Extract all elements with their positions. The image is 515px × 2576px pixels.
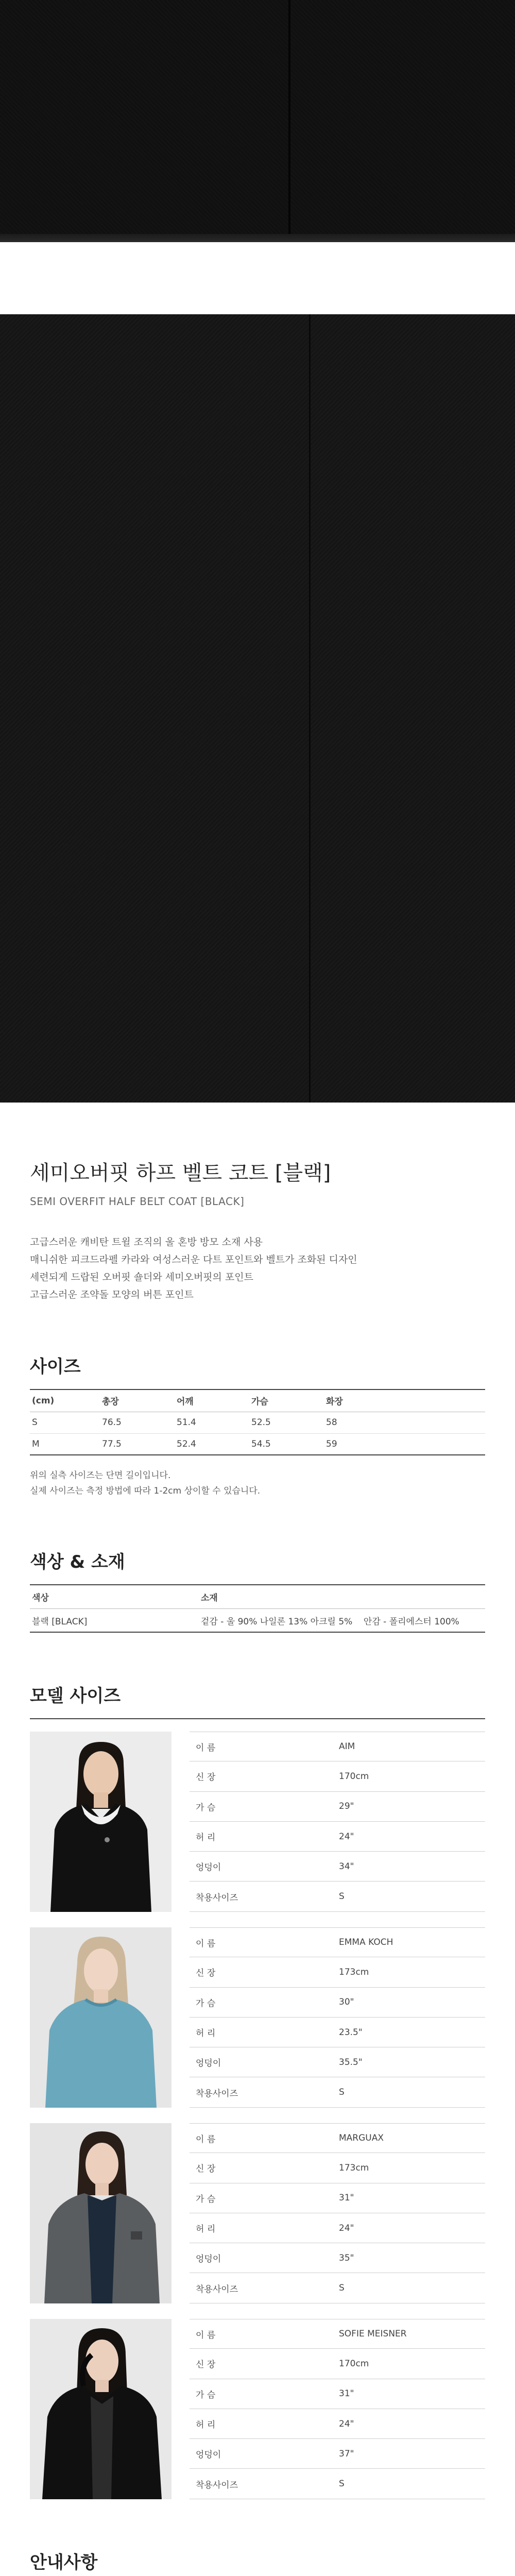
table-cell: S xyxy=(32,1417,38,1428)
info-row xyxy=(190,2077,485,2107)
info-label: 가 슴 xyxy=(196,2389,216,2400)
info-label: 이 름 xyxy=(196,1938,216,1949)
material-section xyxy=(0,1548,515,1633)
info-row xyxy=(190,1957,485,1987)
info-row xyxy=(190,1927,485,1957)
info-value: 173cm xyxy=(339,1967,369,1977)
model-photo xyxy=(30,1732,171,1912)
info-value: 35" xyxy=(339,2252,354,2263)
model-info xyxy=(190,2123,485,2303)
info-value: 24" xyxy=(339,2418,354,2429)
model-card xyxy=(30,1732,485,1912)
product-title: 세미오버핏 하프 벨트 코트 [블랙] xyxy=(30,1161,331,1185)
info-value: SOFIE MEISNER xyxy=(339,2329,407,2340)
fabric-closeup-photo xyxy=(0,314,515,1103)
info-label: 엉덩이 xyxy=(196,2058,221,2069)
info-row xyxy=(190,2379,485,2409)
table-header-cell: 어깨 xyxy=(177,1397,194,1408)
material-row xyxy=(30,1609,485,1633)
color-value: 블랙 [BLACK] xyxy=(32,1616,88,1627)
model-illustration xyxy=(30,2123,171,2303)
fabric-detail-photo-top xyxy=(0,0,515,242)
photo-gap xyxy=(0,242,515,314)
info-row xyxy=(190,2183,485,2213)
info-value: 35.5" xyxy=(339,2057,363,2067)
table-cell: 52.5 xyxy=(251,1417,271,1428)
info-label: 가 슴 xyxy=(196,1802,216,1813)
info-label: 허 리 xyxy=(196,2224,216,2235)
model-photo xyxy=(30,2319,171,2499)
info-row xyxy=(190,1882,485,1911)
info-value: S xyxy=(339,2479,345,2489)
info-label: 허 리 xyxy=(196,1833,216,1843)
size-table xyxy=(30,1390,485,1455)
table-cell: M xyxy=(32,1438,40,1449)
info-value: S xyxy=(339,2283,345,2294)
model-card xyxy=(30,1927,485,2108)
info-label: 신 장 xyxy=(196,1968,216,1979)
fabric-hem xyxy=(0,234,515,242)
size-notes xyxy=(30,1468,485,1499)
info-row xyxy=(190,2273,485,2303)
description-line: 매니쉬한 피크드라펠 카라와 여성스러운 다트 포인트와 벨트가 조화된 디자인 xyxy=(30,1254,357,1265)
info-label: 착용사이즈 xyxy=(196,2088,238,2099)
info-row xyxy=(190,2243,485,2273)
model-info xyxy=(190,1927,485,2108)
info-row xyxy=(190,2439,485,2469)
info-row xyxy=(190,2153,485,2183)
info-row xyxy=(190,1732,485,1761)
model-photo xyxy=(30,2123,171,2303)
product-subtitle: SEMI OVERFIT HALF BELT COAT [BLACK] xyxy=(30,1195,245,1208)
info-label: 이 름 xyxy=(196,2134,216,2145)
description-line: 고급스러운 조약돌 모양의 버튼 포인트 xyxy=(30,1289,194,1300)
material-header-row xyxy=(30,1585,485,1609)
model-illustration xyxy=(30,1927,171,2108)
info-value: 31" xyxy=(339,2193,354,2204)
info-row xyxy=(190,2349,485,2379)
info-row xyxy=(190,2123,485,2153)
material-title: 색상 & 소재 xyxy=(30,1552,125,1572)
table-header-cell: 화장 xyxy=(326,1397,343,1408)
info-row xyxy=(190,2047,485,2077)
info-value: 170cm xyxy=(339,2358,369,2369)
info-value: 24" xyxy=(339,1831,354,1842)
info-value: 24" xyxy=(339,2223,354,2233)
model-size-section xyxy=(0,1682,515,2499)
info-label: 가 슴 xyxy=(196,1998,216,2009)
info-value: 31" xyxy=(339,2388,354,2399)
table-cell: 59 xyxy=(326,1438,337,1449)
info-row xyxy=(190,2018,485,2047)
table-row xyxy=(30,1412,485,1433)
guide-title: 안내사항 xyxy=(30,2552,98,2573)
model-info xyxy=(190,1732,485,1912)
product-info xyxy=(0,1157,515,1303)
table-cell: 51.4 xyxy=(177,1417,196,1428)
info-value: S xyxy=(339,2087,345,2098)
info-value: 30" xyxy=(339,1997,354,2008)
fabric-seam xyxy=(288,0,290,237)
table-cell: 52.4 xyxy=(177,1438,196,1449)
material-value: 겉감 - 울 90% 나일론 13% 아크릴 5% 안감 - 폴리에스터 100% xyxy=(201,1616,459,1627)
product-description xyxy=(30,1233,485,1303)
info-label: 엉덩이 xyxy=(196,2450,221,2461)
fabric-seam xyxy=(309,314,311,1103)
model-info xyxy=(190,2319,485,2499)
info-row xyxy=(190,2319,485,2349)
info-label: 허 리 xyxy=(196,2028,216,2039)
info-label: 허 리 xyxy=(196,2420,216,2431)
info-value: 173cm xyxy=(339,2162,369,2173)
info-value: 23.5" xyxy=(339,2027,363,2038)
table-cell: 76.5 xyxy=(102,1417,122,1428)
model-illustration xyxy=(30,2319,171,2499)
model-photo xyxy=(30,1927,171,2108)
info-row xyxy=(190,2469,485,2499)
table-row xyxy=(30,1433,485,1455)
info-label: 가 슴 xyxy=(196,2194,216,2205)
info-value: 170cm xyxy=(339,1771,369,1782)
info-value: 34" xyxy=(339,1861,354,1872)
table-cell: 54.5 xyxy=(251,1438,271,1449)
info-value: S xyxy=(339,1891,345,1902)
info-value: 37" xyxy=(339,2448,354,2459)
divider xyxy=(30,1718,485,1719)
model-card xyxy=(30,2123,485,2303)
description-line: 세련되게 드랍된 오버핏 숄더와 세미오버핏의 포인트 xyxy=(30,1272,253,1283)
note-line: 실제 사이즈는 측정 방법에 따라 1-2cm 상이할 수 있습니다. xyxy=(30,1486,261,1496)
info-value: MARGUAX xyxy=(339,2133,384,2144)
info-label: 착용사이즈 xyxy=(196,1892,238,1903)
table-header-row xyxy=(30,1390,485,1412)
info-value: 29" xyxy=(339,1801,354,1812)
info-label: 신 장 xyxy=(196,2360,216,2370)
table-cell: 58 xyxy=(326,1417,337,1428)
info-label: 이 름 xyxy=(196,1742,216,1753)
info-row xyxy=(190,2213,485,2243)
table-header-cell: 총장 xyxy=(102,1397,119,1408)
size-title: 사이즈 xyxy=(30,1357,81,1377)
info-value: EMMA KOCH xyxy=(339,1937,393,1948)
info-label: 착용사이즈 xyxy=(196,2284,238,2295)
info-label: 엉덩이 xyxy=(196,1862,221,1873)
info-label: 엉덩이 xyxy=(196,2254,221,2265)
info-label: 이 름 xyxy=(196,2330,216,2341)
info-row xyxy=(190,1988,485,2018)
note-line: 위의 실측 사이즈는 단면 길이입니다. xyxy=(30,1470,171,1481)
model-size-title: 모델 사이즈 xyxy=(30,1686,121,1706)
color-header: 색상 xyxy=(32,1593,49,1603)
model-list xyxy=(30,1732,485,2499)
material-header: 소재 xyxy=(201,1593,218,1603)
info-row xyxy=(190,1822,485,1852)
info-label: 신 장 xyxy=(196,2164,216,2175)
info-value: AIM xyxy=(339,1741,355,1752)
table-header-cell: (cm) xyxy=(32,1395,55,1406)
model-illustration xyxy=(30,1732,171,1912)
size-section xyxy=(0,1352,515,1499)
table-cell: 77.5 xyxy=(102,1438,122,1449)
model-card xyxy=(30,2319,485,2499)
info-label: 신 장 xyxy=(196,1772,216,1783)
info-row xyxy=(190,1852,485,1882)
guide-section xyxy=(0,2548,515,2576)
table-header-cell: 가슴 xyxy=(251,1397,268,1408)
info-row xyxy=(190,2409,485,2439)
info-label: 착용사이즈 xyxy=(196,2480,238,2490)
description-line: 고급스러운 캐비탄 트윌 조직의 울 혼방 방모 소재 사용 xyxy=(30,1236,263,1248)
info-row xyxy=(190,1792,485,1822)
info-row xyxy=(190,1761,485,1791)
